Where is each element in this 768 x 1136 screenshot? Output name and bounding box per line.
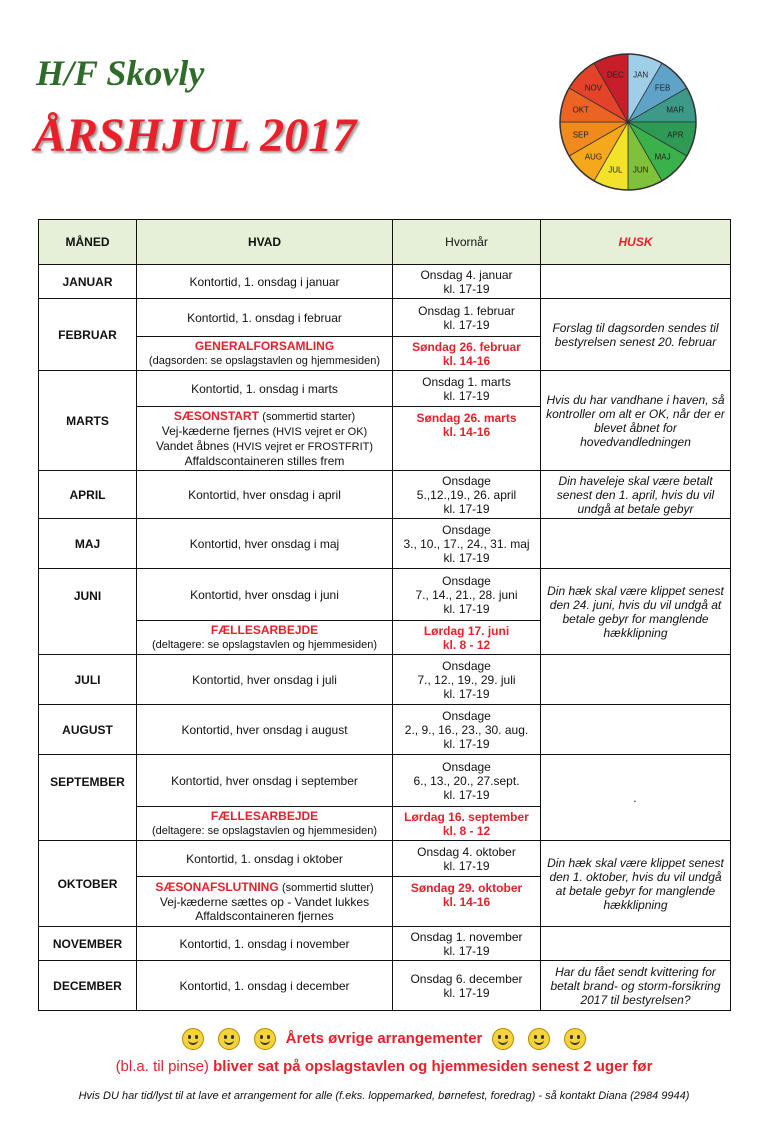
when-time: kl. 17-19 — [443, 943, 490, 958]
hvad-cell: Kontortid, 1. onsdag i oktober — [137, 841, 393, 877]
wheel-label-apr: APR — [667, 130, 684, 140]
wheel-label-aug: AUG — [584, 152, 603, 162]
table-header-row — [39, 220, 731, 265]
when-time: kl. 17-19 — [443, 736, 490, 751]
month-cell: MAJ — [39, 519, 137, 569]
event-subtitle: (deltagere: se opslagstavlen og hjemmesiden) — [151, 639, 378, 651]
table-row — [39, 841, 731, 877]
when-dates: 5.,12.,19., 26. april — [416, 487, 517, 502]
event-line-note: (HVIS vejret er FROSTFRIT) — [232, 441, 374, 453]
event-line: Affaldscontaineren stilles frem — [184, 454, 345, 468]
when-cell — [393, 705, 541, 755]
event-line: Vej-kæderne fjernes — [161, 424, 270, 438]
table-row — [39, 961, 731, 1011]
month-cell: FEBRUAR — [39, 299, 137, 371]
when-cell — [393, 961, 541, 1011]
when-time: kl. 17-19 — [443, 858, 490, 873]
event-cell — [137, 807, 393, 841]
wheel-label-okt: OKT — [572, 105, 589, 115]
month-cell: NOVEMBER — [39, 927, 137, 961]
event-title: FÆLLESARBEJDE — [210, 809, 319, 823]
org-title: H/F Skovly — [36, 53, 205, 93]
event-date: Lørdag 16. september — [404, 809, 529, 824]
col-header-hvornaar: Hvornår — [393, 220, 541, 265]
hvad-cell: Kontortid, 1. onsdag i marts — [137, 371, 393, 407]
smiley-icon — [564, 1028, 586, 1050]
event-cell — [137, 337, 393, 371]
when-cell — [393, 841, 541, 877]
month-cell: OKTOBER — [39, 841, 137, 927]
wheel-label-mar: MAR — [666, 105, 685, 115]
smiley-icon — [254, 1028, 276, 1050]
husk-cell — [541, 265, 731, 299]
table-row — [39, 569, 731, 621]
wheel-label-sep: SEP — [572, 130, 589, 140]
hvad-cell: Kontortid, hver onsdag i juni — [137, 569, 393, 621]
husk-cell: Har du fået sendt kvittering for betalt brand- og storm-forsikring 2017 til bestyrelsen? — [541, 961, 731, 1011]
hvad-cell: Kontortid, 1. onsdag i januar — [137, 265, 393, 299]
when-date: Onsdag 6. december — [410, 971, 523, 986]
event-note: (sommertid starter) — [262, 411, 356, 423]
table-row — [39, 927, 731, 961]
when-cell — [393, 519, 541, 569]
when-time: kl. 17-19 — [443, 686, 490, 701]
wheel-label-jul: JUL — [608, 165, 623, 175]
when-date: Onsdag 1. november — [410, 929, 523, 944]
event-date: Lørdag 17. juni — [423, 623, 510, 638]
event-line-note: (HVIS vejret er OK) — [272, 426, 368, 438]
when-cell — [393, 927, 541, 961]
event-date: Søndag 26. februar — [412, 339, 521, 354]
table-row — [39, 371, 731, 407]
footer-note-prefix: (bl.a. til pinse) — [115, 1058, 209, 1075]
hvad-cell: Kontortid, hver onsdag i juli — [137, 655, 393, 705]
calendar-table — [38, 219, 731, 1011]
wheel-label-maj: MAJ — [654, 152, 671, 162]
when-time: kl. 17-19 — [443, 281, 490, 296]
footer-note-bold: bliver sat på opslagstavlen og hjemmesiden senest 2 uger før — [213, 1058, 653, 1075]
when-label: Onsdage — [442, 522, 491, 537]
event-time: kl. 14-16 — [442, 425, 491, 439]
husk-cell: Forslag til dagsorden sendes til bestyrelsen senest 20. februar — [541, 299, 731, 371]
husk-cell — [541, 927, 731, 961]
husk-cell — [541, 655, 731, 705]
event-title: GENERALFORSAMLING — [194, 339, 335, 353]
smiley-icon — [218, 1028, 240, 1050]
footer-contact: Hvis DU har tid/lyst til at lave et arrangement for alle (f.eks. loppemarked, børnefest, foredrag) - så kontakt Diana (2984 9944) — [78, 1090, 690, 1102]
wheel-label-feb: FEB — [654, 83, 671, 93]
when-cell — [393, 265, 541, 299]
event-when-cell — [393, 407, 541, 471]
table-row — [39, 265, 731, 299]
when-label: Onsdage — [442, 708, 491, 723]
when-time: kl. 17-19 — [443, 388, 490, 403]
when-date: Onsdag 1. februar — [418, 303, 515, 318]
event-note: (sommertid slutter) — [282, 882, 374, 894]
wheel-label-nov: NOV — [584, 83, 603, 93]
when-cell — [393, 299, 541, 337]
month-cell: APRIL — [39, 471, 137, 519]
husk-cell: . — [541, 755, 731, 841]
when-cell — [393, 569, 541, 621]
wheel-label-jun: JUN — [632, 165, 649, 175]
col-header-hvad: HVAD — [137, 220, 393, 265]
husk-cell — [541, 705, 731, 755]
when-cell — [393, 471, 541, 519]
when-time: kl. 17-19 — [443, 985, 490, 1000]
when-cell — [393, 371, 541, 407]
when-time: kl. 17-19 — [443, 501, 490, 516]
month-cell: JANUAR — [39, 265, 137, 299]
event-cell — [137, 877, 393, 927]
footer-headline-text: Årets øvrige arrangementer — [285, 1029, 483, 1047]
event-line: Vej-kæderne sættes op - Vandet lukkes — [159, 895, 370, 909]
hvad-cell: Kontortid, 1. onsdag i februar — [137, 299, 393, 337]
smiley-icon — [182, 1028, 204, 1050]
event-subtitle: (dagsorden: se opslagstavlen og hjemmesiden) — [148, 355, 381, 367]
when-label: Onsdage — [442, 658, 491, 673]
month-cell: AUGUST — [39, 705, 137, 755]
when-dates: 3., 10., 17., 24., 31. maj — [403, 536, 530, 551]
col-header-husk: HUSK — [541, 220, 731, 265]
when-date: Onsdag 4. januar — [420, 267, 513, 282]
husk-cell: Din hæk skal være klippet senest den 1. oktober, hvis du vil undgå at betale gebyr for manglende hækklipning — [541, 841, 731, 927]
event-when-cell — [393, 337, 541, 371]
when-time: kl. 17-19 — [443, 787, 490, 802]
when-label: Onsdage — [442, 759, 491, 774]
table-row — [39, 755, 731, 807]
year-wheel — [558, 52, 698, 192]
table-row — [39, 471, 731, 519]
event-cell — [137, 621, 393, 655]
when-date: Onsdag 1. marts — [422, 374, 511, 389]
smiley-icon — [528, 1028, 550, 1050]
hvad-cell: Kontortid, 1. onsdag i november — [137, 927, 393, 961]
month-cell: MARTS — [39, 371, 137, 471]
when-label: Onsdage — [442, 573, 491, 588]
event-date: Søndag 29. oktober — [410, 881, 523, 895]
when-dates: 7., 14., 21., 28. juni — [415, 587, 518, 602]
husk-cell: Hvis du har vandhane i haven, så kontroller om alt er OK, når der er blevet åbnet for hovedvandledningen — [541, 371, 731, 471]
smiley-icon — [492, 1028, 514, 1050]
month-cell: DECEMBER — [39, 961, 137, 1011]
hvad-cell: Kontortid, hver onsdag i september — [137, 755, 393, 807]
event-time: kl. 8 - 12 — [442, 637, 491, 652]
hvad-cell: Kontortid, hver onsdag i maj — [137, 519, 393, 569]
when-dates: 7., 12., 19., 29. juli — [417, 672, 516, 687]
event-time: kl. 8 - 12 — [442, 823, 491, 838]
when-date: Onsdag 4. oktober — [417, 844, 516, 859]
husk-cell: Din hæk skal være klippet senest den 24. juni, hvis du vil undgå at betale gebyr for manglende hækklipning — [541, 569, 731, 655]
page-title: ÅRSHJUL 2017 — [34, 109, 357, 162]
when-time: kl. 17-19 — [443, 550, 490, 565]
event-time: kl. 14-16 — [442, 895, 491, 909]
event-title: SÆSONSTART — [173, 409, 259, 423]
husk-cell — [541, 519, 731, 569]
event-line: Affaldscontaineren fjernes — [195, 909, 334, 923]
table-row — [39, 655, 731, 705]
event-when-cell — [393, 621, 541, 655]
hvad-cell: Kontortid, 1. onsdag i december — [137, 961, 393, 1011]
wheel-label-dec: DEC — [606, 70, 624, 80]
table-row — [39, 519, 731, 569]
when-label: Onsdage — [442, 473, 491, 488]
month-cell: JUNI — [39, 569, 137, 655]
event-when-cell — [393, 877, 541, 927]
month-cell: SEPTEMBER — [39, 755, 137, 841]
table-row — [39, 299, 731, 337]
event-date: Søndag 26. marts — [416, 411, 517, 425]
event-time: kl. 14-16 — [442, 353, 491, 368]
event-line: Vandet åbnes — [155, 439, 230, 453]
event-cell — [137, 407, 393, 471]
hvad-cell: Kontortid, hver onsdag i august — [137, 705, 393, 755]
table-row — [39, 705, 731, 755]
when-dates: 2., 9., 16., 23., 30. aug. — [404, 722, 529, 737]
event-subtitle: (deltagere: se opslagstavlen og hjemmesiden) — [151, 825, 378, 837]
hvad-cell: Kontortid, hver onsdag i april — [137, 471, 393, 519]
month-cell: JULI — [39, 655, 137, 705]
event-title: FÆLLESARBEJDE — [210, 623, 319, 637]
event-when-cell — [393, 807, 541, 841]
when-time: kl. 17-19 — [443, 601, 490, 616]
when-cell — [393, 755, 541, 807]
col-header-maaned: MÅNED — [39, 220, 137, 265]
when-time: kl. 17-19 — [443, 317, 490, 332]
wheel-label-jan: JAN — [633, 70, 649, 80]
when-cell — [393, 655, 541, 705]
event-title: SÆSONAFSLUTNING — [155, 880, 279, 894]
when-dates: 6., 13., 20., 27.sept. — [413, 773, 520, 788]
footer-note — [0, 1058, 768, 1075]
footer-headline — [0, 1028, 768, 1050]
husk-cell: Din haveleje skal være betalt senest den 1. april, hvis du vil undgå at betale gebyr — [541, 471, 731, 519]
